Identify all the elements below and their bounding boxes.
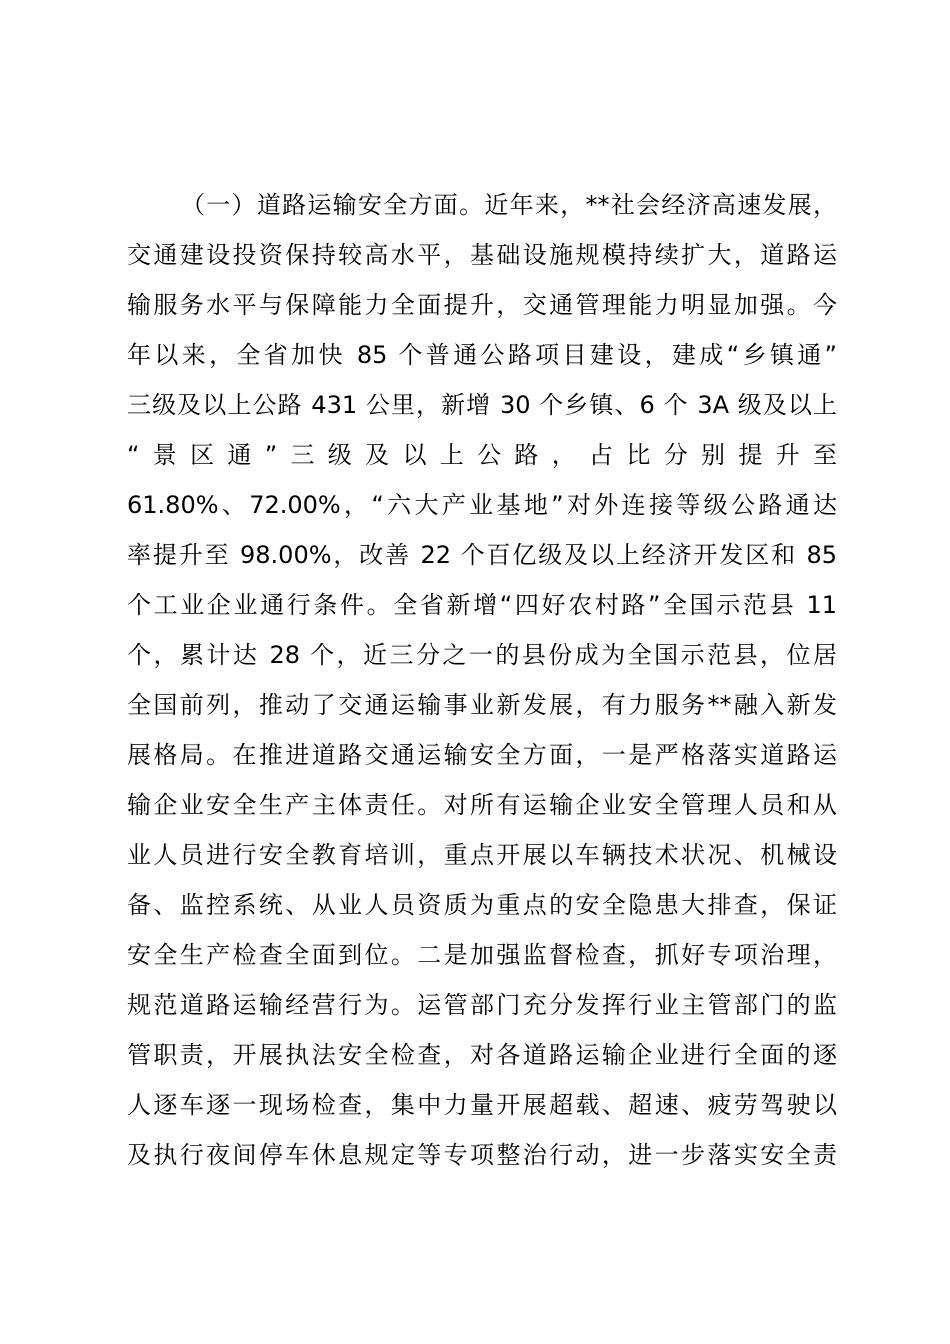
text-line: “景区通”三级及以上公路，占比分别提升至 bbox=[127, 441, 837, 469]
text-line: 输企业安全生产主体责任。对所有运输企业安全管理人员和从 bbox=[127, 791, 837, 819]
text-line: 个，累计达 28 个，近三分之一的县份成为全国示范县，位居 bbox=[127, 641, 837, 669]
text-line: 人逐车逐一现场检查，集中力量开展超载、超速、疲劳驾驶以 bbox=[127, 1091, 837, 1119]
text-line: 备、监控系统、从业人员资质为重点的安全隐患大排查，保证 bbox=[127, 891, 837, 919]
text-line: 年以来，全省加快 85 个普通公路项目建设，建成“乡镇通” bbox=[127, 341, 837, 369]
text-line: 三级及以上公路 431 公里，新增 30 个乡镇、6 个 3A 级及以上 bbox=[127, 391, 837, 419]
text-line: 全国前列，推动了交通运输事业新发展，有力服务**融入新发 bbox=[127, 691, 837, 719]
text-line: 规范道路运输经营行为。运管部门充分发挥行业主管部门的监 bbox=[127, 991, 837, 1019]
text-line: 率提升至 98.00%，改善 22 个百亿级及以上经济开发区和 85 bbox=[127, 541, 837, 569]
text-line: 交通建设投资保持较高水平，基础设施规模持续扩大，道路运 bbox=[127, 241, 837, 269]
text-line: 安全生产检查全面到位。二是加强监督检查，抓好专项治理， bbox=[127, 941, 837, 969]
text-line: 管职责，开展执法安全检查，对各道路运输企业进行全面的逐 bbox=[127, 1041, 837, 1069]
text-line: 展格局。在推进道路交通运输安全方面，一是严格落实道路运 bbox=[127, 741, 837, 769]
text-line: 61.80%、72.00%，“六大产业基地”对外连接等级公路通达 bbox=[127, 491, 837, 519]
text-line: 个工业企业通行条件。全省新增“四好农村路”全国示范县 11 bbox=[127, 591, 837, 619]
text-line: 业人员进行安全教育培训，重点开展以车辆技术状况、机械设 bbox=[127, 841, 837, 869]
body-paragraph bbox=[127, 180, 837, 1180]
text-line: （一）道路运输安全方面。近年来，**社会经济高速发展， bbox=[181, 191, 837, 219]
text-line: 及执行夜间停车休息规定等专项整治行动，进一步落实安全责 bbox=[127, 1141, 837, 1169]
text-line: 输服务水平与保障能力全面提升，交通管理能力明显加强。今 bbox=[127, 291, 837, 319]
